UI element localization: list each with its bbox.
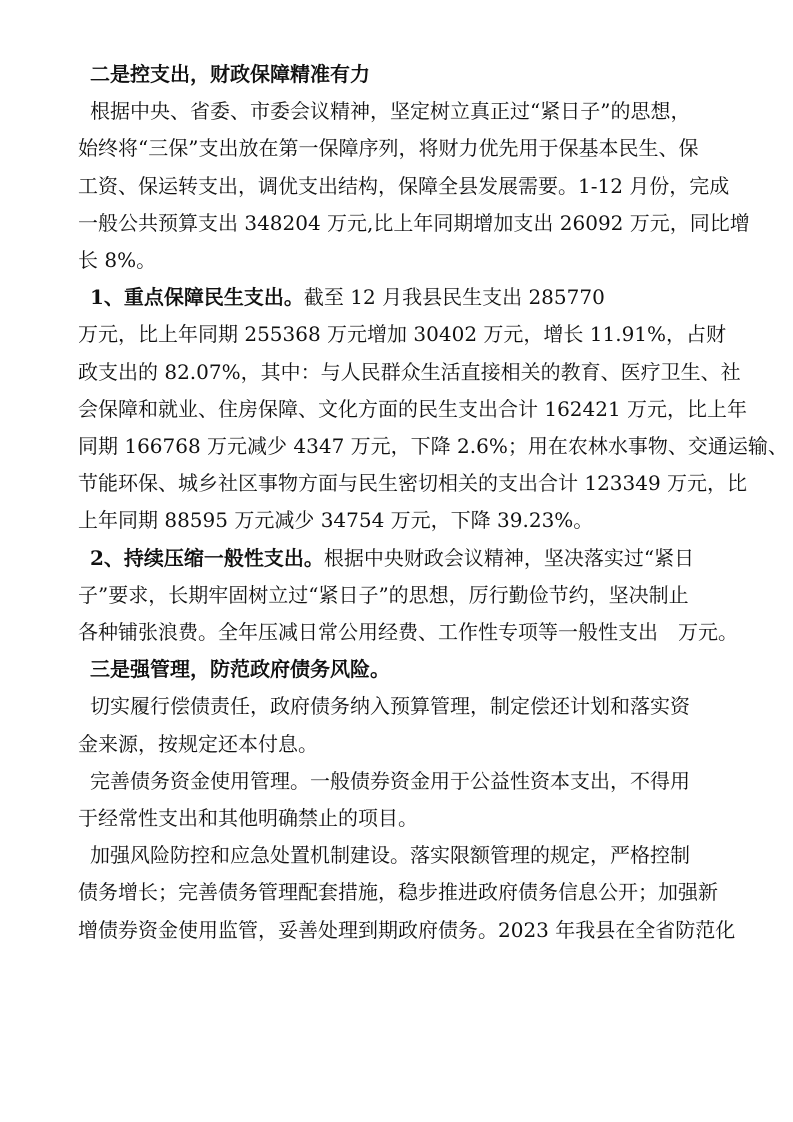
text-line: 加强风险防控和应急处置机制建设。落实限额管理的规定，严格控制 bbox=[90, 843, 690, 868]
item-text: 截至 12 月我县民生支出 285770 bbox=[303, 285, 605, 310]
paragraph-risk-control bbox=[78, 837, 740, 949]
text-line: 万元，比上年同期 255368 万元增加 30402 万元，增长 11.91%，占财 bbox=[78, 322, 727, 347]
text-line: 工资、保运转支出，调优支出结构，保障全县发展需要。1-12 月份，完成 bbox=[78, 173, 730, 198]
text-line: 节能环保、城乡社区事物方面与民生密切相关的支出合计 123349 万元，比 bbox=[78, 471, 748, 496]
text-line: 于经常性支出和其他明确禁止的项目。 bbox=[78, 806, 418, 831]
text-line: 债务增长；完善债务管理配套措施，稳步推进政府债务信息公开；加强新 bbox=[78, 880, 718, 905]
paragraph-debt-responsibility bbox=[78, 688, 740, 762]
text-line bbox=[78, 540, 740, 577]
text-line: 上年同期 88595 万元减少 34754 万元，下降 39.23%。 bbox=[78, 508, 594, 533]
text-line: 各种铺张浪费。全年压减日常公用经费、工作性专项等一般性支出 万元。 bbox=[78, 620, 738, 645]
item-heading-livelihood: 1、重点保障民生支出。 bbox=[90, 285, 304, 310]
paragraph-general-spending bbox=[78, 540, 740, 652]
section-heading-control-spending: 二是控支出，财政保障精准有力 bbox=[90, 62, 370, 86]
item-heading-general: 2、持续压缩一般性支出。 bbox=[90, 545, 324, 570]
text-line: 一般公共预算支出 348204 万元,比上年同期增加支出 26092 万元，同比增 bbox=[78, 210, 750, 235]
item-text: 根据中央财政会议精神，坚决落实过“紧日 bbox=[323, 545, 695, 570]
text-line: 会保障和就业、住房保障、文化方面的民生支出合计 162421 万元，比上年 bbox=[78, 396, 748, 421]
document-body bbox=[78, 56, 788, 949]
text-line bbox=[78, 279, 740, 316]
text-line: 增债券资金使用监管，妥善处理到期政府债务。2023 年我县在全省防范化 bbox=[78, 917, 736, 942]
text-line: 长 8%。 bbox=[78, 248, 157, 273]
text-line: 子”要求，长期牢固树立过“紧日子”的思想，厉行勤俭节约，坚决制止 bbox=[78, 582, 689, 607]
text-line: 金来源，按规定还本付息。 bbox=[78, 731, 318, 756]
text-line: 完善债务资金使用管理。一般债券资金用于公益性资本支出，不得用 bbox=[90, 768, 690, 793]
paragraph-livelihood-spending bbox=[78, 279, 788, 539]
paragraph-debt-fund-usage bbox=[78, 763, 740, 837]
text-line: 政支出的 82.07%，其中：与人民群众生活直接相关的教育、医疗卫生、社 bbox=[78, 359, 741, 384]
text-line: 切实履行偿债责任，政府债务纳入预算管理，制定偿还计划和落实资 bbox=[90, 694, 690, 719]
paragraph-control-spending bbox=[78, 93, 750, 279]
section-heading-debt-management: 三是强管理，防范政府债务风险。 bbox=[90, 657, 390, 682]
text-line: 同期 166768 万元减少 4347 万元，下降 2.6%；用在农林水事物、交通运输、 bbox=[78, 434, 788, 459]
text-line: 始终将“三保”支出放在第一保障序列，将财力优先用于保基本民生、保 bbox=[78, 136, 699, 161]
text-line: 根据中央、省委、市委会议精神，坚定树立真正过“紧日子”的思想， bbox=[90, 99, 691, 124]
